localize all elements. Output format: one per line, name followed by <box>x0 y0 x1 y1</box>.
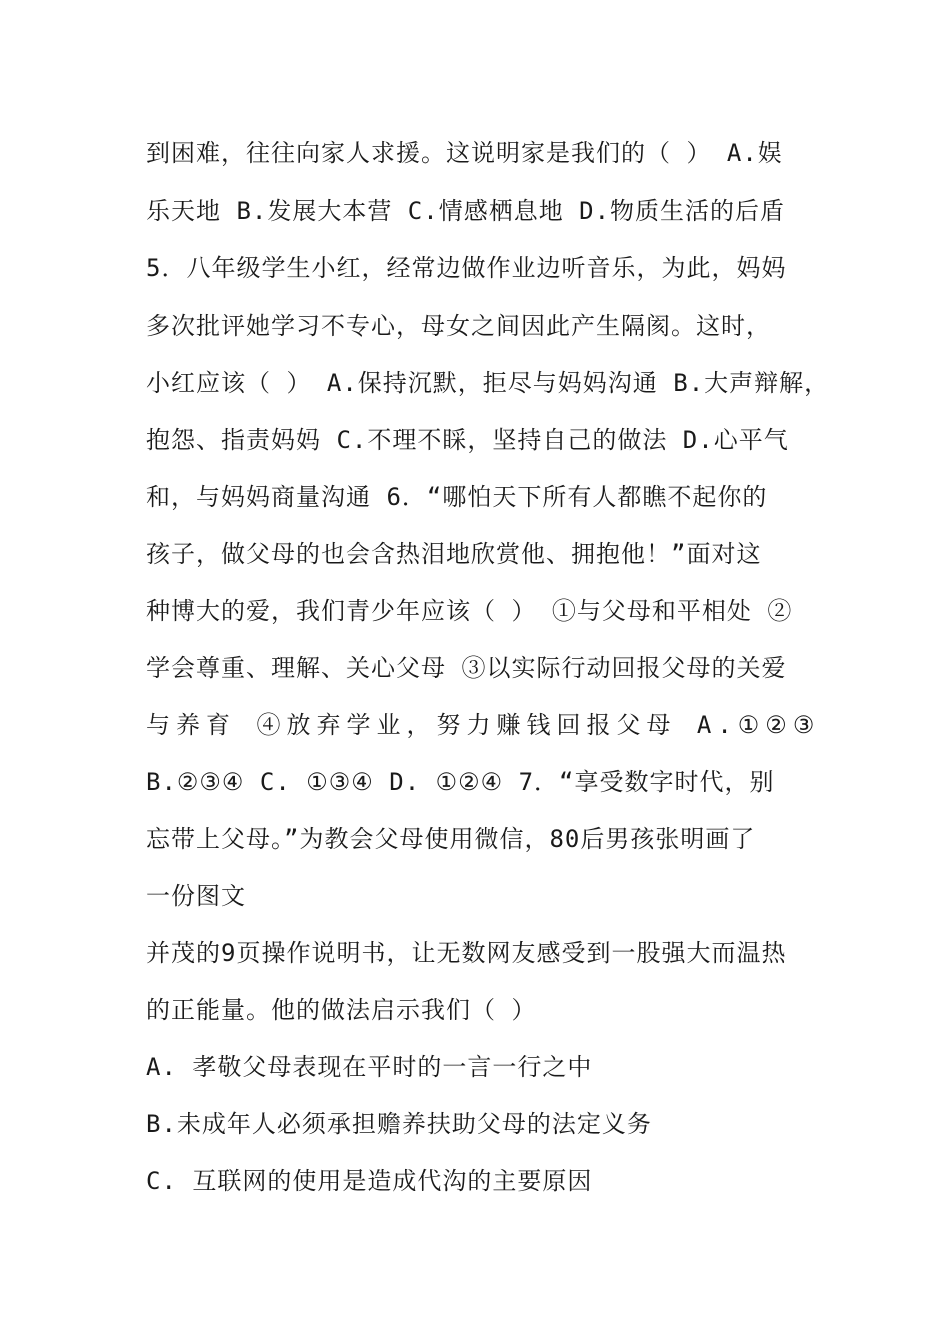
answer-option-b: B.未成年人必须承担赡养扶助父母的法定义务 <box>146 1110 652 1138</box>
answer-option-a: A. 孝敬父母表现在平时的一言一行之中 <box>146 1053 593 1081</box>
text-line: 到困难，往往向家人求援。这说明家是我们的（ ） A.娱 <box>146 139 783 167</box>
text-line: 抱怨、指责妈妈 C.不理不睬，坚持自己的做法 D.心平气 <box>146 426 789 454</box>
text-line: 乐天地 B.发展大本营 C.情感栖息地 D.物质生活的后盾 <box>146 197 786 225</box>
text-line: 并茂的9页操作说明书，让无数网友感受到一股强大而温热 <box>146 939 787 967</box>
answer-option-c: C. 互联网的使用是造成代沟的主要原因 <box>146 1167 593 1195</box>
text-line: 5．八年级学生小红，经常边做作业边听音乐，为此，妈妈 <box>146 254 787 282</box>
text-line: 孩子，做父母的也会含热泪地欣赏他、拥抱他！”面对这 <box>146 540 762 568</box>
text-line: 多次批评她学习不专心，母女之间因此产生隔阂。这时， <box>146 312 771 340</box>
text-line: 的正能量。他的做法启示我们（ ） <box>146 996 537 1024</box>
text-line: 一份图文 <box>146 882 246 910</box>
text-line: 和，与妈妈商量沟通 6．“哪怕天下所有人都瞧不起你的 <box>146 483 768 511</box>
text-line: 种博大的爱，我们青少年应该（ ） ①与父母和平相处 ② <box>146 597 793 625</box>
text-line: 学会尊重、理解、关心父母 ③以实际行动回报父母的关爱 <box>146 654 787 682</box>
text-line: 与养育 ④放弃学业，努力赚钱回报父母 A.①②③ <box>146 711 821 739</box>
text-line: 忘带上父母。”为教会父母使用微信，80后男孩张明画了 <box>146 825 756 853</box>
text-line: B.②③④ C. ①③④ D. ①②④ 7．“享受数字时代，别 <box>146 768 775 796</box>
text-line: 小红应该（ ） A.保持沉默，拒尽与妈妈沟通 B.大声辩解， <box>146 369 830 397</box>
